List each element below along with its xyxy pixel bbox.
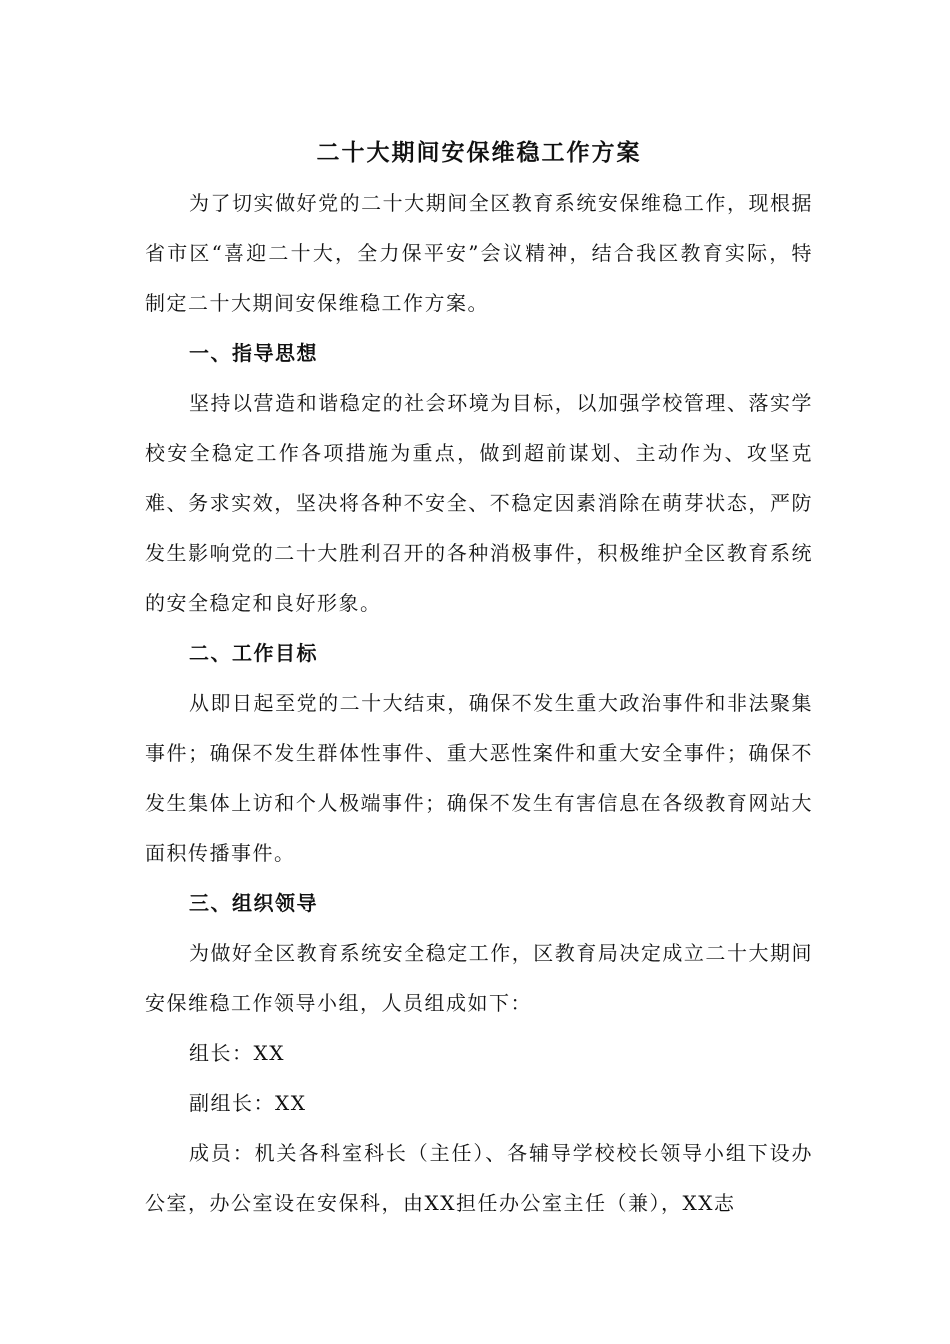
work-goals-paragraph: 从即日起至党的二十大结束，确保不发生重大政治事件和非法聚集事件；确保不发生群体性事件、重大恶性案件和重大安全事件；确保不发生集体上访和个人极端事件；确保不发生有害信息在各级教育网站大面积传播事件。 <box>145 691 813 865</box>
intro-paragraph: 为了切实做好党的二十大期间全区教育系统安保维稳工作，现根据省市区“喜迎二十大，全力保平安”会议精神，结合我区教育实际，特制定二十大期间安保维稳工作方案。 <box>145 191 813 315</box>
leader-line: 组长：XX <box>189 1041 285 1065</box>
section-heading-guiding-ideology: 一、指导思想 <box>189 341 318 365</box>
section-heading-work-goals: 二、工作目标 <box>189 641 318 665</box>
members-paragraph: 成员：机关各科室科长（主任）、各辅导学校校长领导小组下设办公室，办公室设在安保科，由XX担任办公室主任（兼），XX志 <box>145 1141 813 1215</box>
document-body <box>145 128 813 1228</box>
document-title: 二十大期间安保维稳工作方案 <box>316 139 642 166</box>
deputy-leader-line: 副组长：XX <box>189 1091 307 1115</box>
guiding-ideology-paragraph: 坚持以营造和谐稳定的社会环境为目标，以加强学校管理、落实学校安全稳定工作各项措施为重点，做到超前谋划、主动作为、攻坚克难、务求实效，坚决将各种不安全、不稳定因素消除在萌芽状态，严防发生影响党的二十大胜利召开的各种消极事件，积极维护全区教育系统的安全稳定和良好形象。 <box>145 391 813 615</box>
section-heading-organization: 三、组织领导 <box>189 891 318 915</box>
organization-paragraph: 为做好全区教育系统安全稳定工作，区教育局决定成立二十大期间安保维稳工作领导小组，人员组成如下： <box>145 941 813 1015</box>
